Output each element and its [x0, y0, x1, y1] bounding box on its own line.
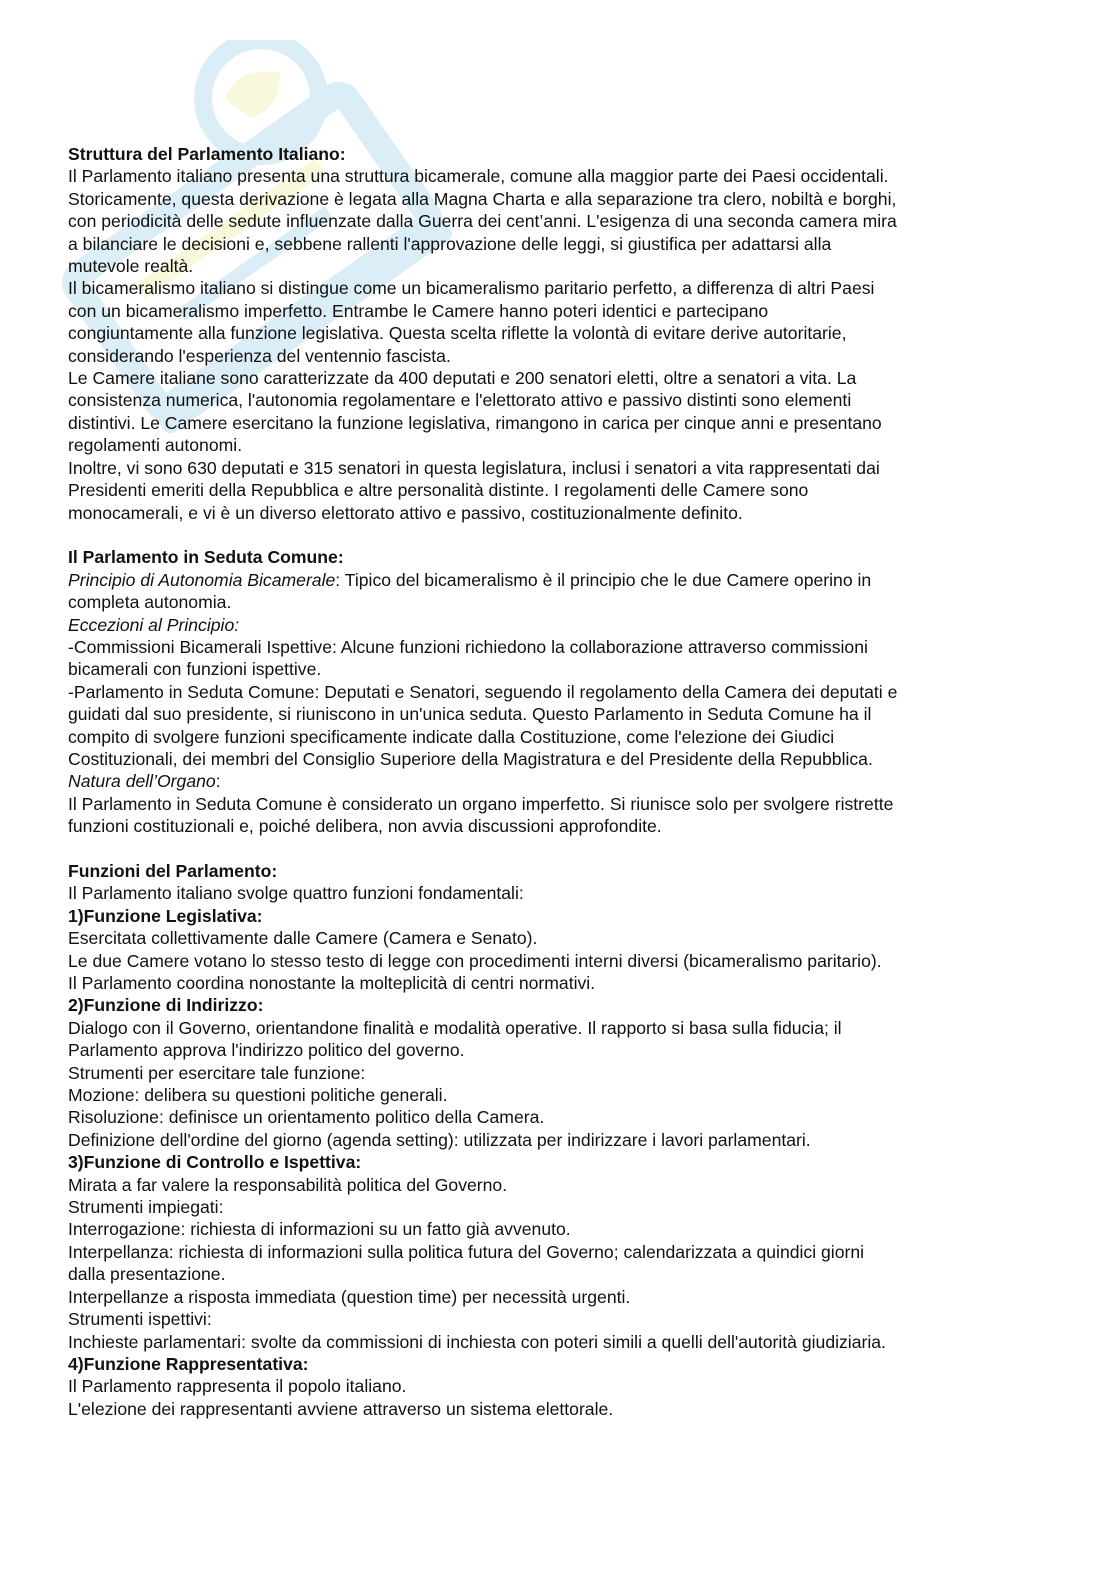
section-heading: Il Parlamento in Seduta Comune: — [68, 547, 344, 568]
text-line: con un bicameralismo imperfetto. Entrambe le Camere hanno poteri identici e partecipano — [68, 300, 769, 321]
text-line: Inchieste parlamentari: svolte da commissioni di inchiesta con poteri simili a quelli dell'autorità giudiziaria. — [68, 1331, 886, 1352]
text-line: con periodicità delle sedute influenzate dalla Guerra dei cent’anni. L'esigenza di una seconda camera mira — [68, 211, 897, 232]
text-run: : — [215, 771, 221, 792]
text-line: Il bicameralismo italiano si distingue come un bicameralismo paritario perfetto, a differenza di altri Paesi — [68, 278, 875, 299]
italic-term: Principio di Autonomia Bicamerale — [68, 569, 336, 590]
text-line: Parlamento approva l'indirizzo politico del governo. — [68, 1040, 465, 1061]
text-line: Le Camere italiane sono caratterizzate da 400 deputati e 200 senatori eletti, oltre a senatori a vita. La — [68, 368, 857, 389]
text-line: regolamenti autonomi. — [68, 435, 243, 456]
text-line: consistenza numerica, l'autonomia regolamentare e l'elettorato attivo e passivo distinti sono elementi — [68, 390, 852, 411]
italic-term: Natura dell’Organo — [68, 771, 216, 792]
text-line: Il Parlamento italiano svolge quattro funzioni fondamentali: — [68, 883, 524, 904]
text-line: considerando l'esperienza del ventennio fascista. — [68, 345, 451, 366]
text-line: funzioni costituzionali e, poiché delibera, non avvia discussioni approfondite. — [68, 816, 662, 837]
section-heading: Struttura del Parlamento Italiano: — [68, 144, 346, 164]
text-line: -Commissioni Bicamerali Ispettive: Alcune funzioni richiedono la collaborazione attraverso commissioni — [68, 636, 868, 657]
text-line: Il Parlamento rappresenta il popolo italiano. — [68, 1376, 407, 1397]
text-line — [68, 770, 1058, 792]
text-run: : Tipico del bicameralismo è il principio che le due Camere operino in — [335, 569, 872, 590]
text-line: distintivi. Le Camere esercitano la funzione legislativa, rimangono in carica per cinque anni e presentano — [68, 412, 882, 433]
text-line: Interpellanza: richiesta di informazioni sulla politica futura del Governo; calendarizzata a quindici giorni — [68, 1241, 865, 1262]
text-line: Risoluzione: definisce un orientamento politico della Camera. — [68, 1107, 545, 1128]
text-line: L'elezione dei rappresentanti avviene attraverso un sistema elettorale. — [68, 1398, 614, 1419]
text-line: Storicamente, questa derivazione è legata alla Magna Charta e alla separazione tra clero, nobiltà e borghi, — [68, 188, 897, 209]
paragraph-gap — [68, 838, 1058, 860]
text-line: Interrogazione: richiesta di informazioni su un fatto già avvenuto. — [68, 1219, 571, 1240]
text-line: guidati dal suo presidente, si riuniscono in un'unica seduta. Questo Parlamento in Seduta Comune ha il — [68, 704, 872, 725]
text-line: Interpellanze a risposta immediata (question time) per necessità urgenti. — [68, 1286, 631, 1307]
text-line: Definizione dell'ordine del giorno (agenda setting): utilizzata per indirizzare i lavori parlamentari. — [68, 1129, 811, 1150]
text-line: Presidenti emeriti della Repubblica e altre personalità distinte. I regolamenti delle Camere sono — [68, 480, 809, 501]
section-heading: 1)Funzione Legislativa: — [68, 905, 263, 926]
text-line: dalla presentazione. — [68, 1264, 226, 1285]
text-line: Dialogo con il Governo, orientandone finalità e modalità operative. Il rapporto si basa sulla fiducia; il — [68, 1017, 842, 1038]
italic-subheading: Eccezioni al Principio: — [68, 614, 240, 635]
text-line: Costituzionali, dei membri del Consiglio Superiore della Magistratura e del Presidente della Repubblica. — [68, 748, 873, 769]
paragraph-gap — [68, 524, 1058, 546]
text-line: Le due Camere votano lo stesso testo di legge con procedimenti interni diversi (bicameralismo paritario). — [68, 950, 882, 971]
text-line: a bilanciare le decisioni e, sebbene rallenti l'approvazione delle leggi, si giustifica per adattarsi alla — [68, 233, 832, 254]
text-line: completa autonomia. — [68, 592, 232, 613]
section-heading: Funzioni del Parlamento: — [68, 860, 278, 881]
text-line: Il Parlamento italiano presenta una struttura bicamerale, comune alla maggior parte dei Paesi occidentali. — [68, 166, 889, 187]
section-heading: 2)Funzione di Indirizzo: — [68, 995, 264, 1016]
section-heading: 4)Funzione Rappresentativa: — [68, 1353, 309, 1374]
text-line: Strumenti per esercitare tale funzione: — [68, 1062, 366, 1083]
text-line: Strumenti impiegati: — [68, 1197, 224, 1218]
text-line: Mozione: delibera su questioni politiche generali. — [68, 1085, 448, 1106]
text-line: congiuntamente alla funzione legislativa. Questa scelta riflette la volontà di evitare derive autoritarie, — [68, 323, 847, 344]
text-line: -Parlamento in Seduta Comune: Deputati e Senatori, seguendo il regolamento della Camera dei deputati e — [68, 681, 898, 702]
text-line: Inoltre, vi sono 630 deputati e 315 senatori in questa legislatura, inclusi i senatori a vita rappresentati dai — [68, 457, 880, 478]
text-line: Il Parlamento coordina nonostante la molteplicità di centri normativi. — [68, 973, 596, 993]
text-line: Mirata a far valere la responsabilità politica del Governo. — [68, 1174, 508, 1195]
text-line: Strumenti ispettivi: — [68, 1309, 212, 1330]
text-line — [68, 569, 1058, 591]
section-heading: 3)Funzione di Controllo e Ispettiva: — [68, 1152, 362, 1173]
text-line: bicamerali con funzioni ispettive. — [68, 659, 322, 680]
text-line: compito di svolgere funzioni specificamente indicate dalla Costituzione, come l'elezione dei Giudici — [68, 726, 835, 747]
text-line: monocamerali, e vi è un diverso elettorato attivo e passivo, costituzionalmente definito. — [68, 502, 743, 523]
text-line: Esercitata collettivamente dalle Camere (Camera e Senato). — [68, 928, 538, 949]
watermark-badge-accent — [220, 58, 292, 126]
text-line: mutevole realtà. — [68, 256, 194, 277]
document-body — [68, 143, 1058, 1420]
text-line: Il Parlamento in Seduta Comune è considerato un organo imperfetto. Si riunisce solo per svolgere ristrette — [68, 793, 894, 814]
